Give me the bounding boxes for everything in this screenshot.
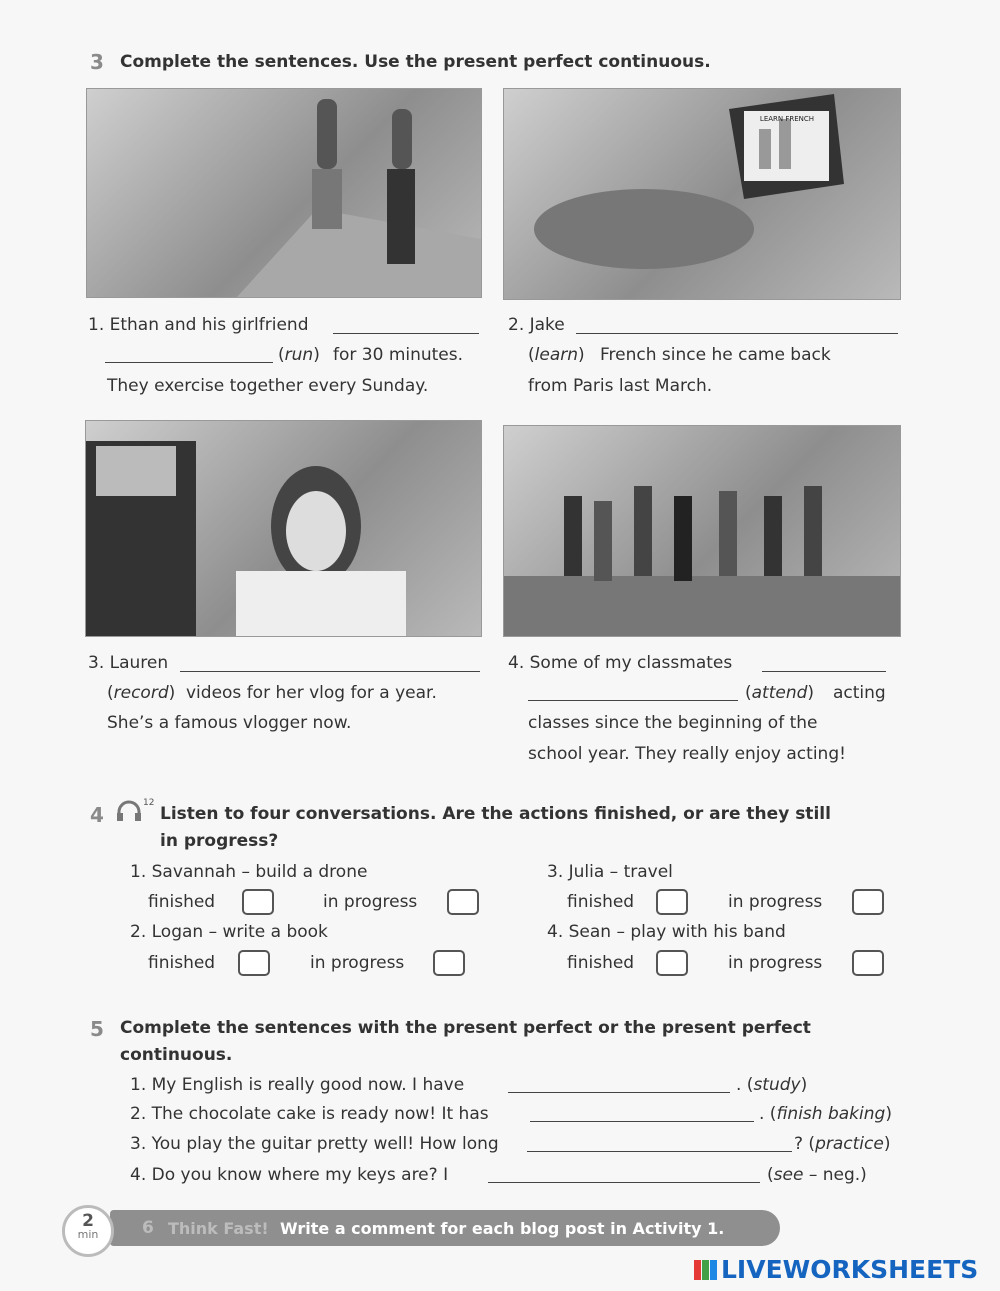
ex4-item1: 1. Savannah – build a drone [130,862,368,882]
classroom-photo [503,425,901,637]
ex5-item3-end: ? (practice) [794,1134,891,1154]
ex5-item2-end: . (finish baking) [759,1104,892,1124]
ex5-instruction-1: Complete the sentences with the present perfect or the present perfect [120,1018,811,1038]
ex3-item4-verb-text: attend [751,683,808,703]
ex5-item4-blank[interactable] [488,1164,760,1183]
ex3-instruction: Complete the sentences. Use the present perfect continuous. [120,52,711,72]
ex6-number: 6 [142,1218,154,1238]
headphones-icon [116,800,142,826]
laptop-screen-text: LEARN FRENCH [759,115,815,123]
ex3-item4-end2: school year. They really enjoy acting! [528,744,846,764]
ex3-item3-end: She’s a famous vlogger now. [107,713,352,733]
ex4-item3-finished: finished [567,892,635,912]
laptop-illustration [504,89,900,299]
ex4-item4: 4. Sean – play with his band [547,922,786,942]
ex5-item1-text: 1. My English is really good now. I have [130,1075,465,1095]
ex3-item1-start: 1. Ethan and his girlfriend [88,315,309,335]
ex3-item3-start: 3. Lauren [88,653,169,673]
ex3-item4-mid: acting [833,683,886,703]
ex4-item1-progress-checkbox[interactable] [447,889,479,915]
laptop-photo [503,88,901,300]
ex3-item3-blank[interactable] [180,653,480,672]
ex5-item4-suffix: – neg. [803,1165,861,1185]
ex5-item2-verb: finish baking [776,1104,886,1124]
ex4-number: 4 [90,803,104,827]
ex5-item3-end-mark: ? [794,1134,804,1154]
ex5-item2-end-mark: . [759,1104,765,1124]
ex6-text: Write a comment for each blog post in Activity 1. [280,1219,725,1238]
ex3-item1-end: They exercise together every Sunday. [107,376,429,396]
liveworksheets-brand[interactable]: LIVEWORKSHEETS [721,1255,979,1284]
timer-unit: min [77,1228,99,1241]
ex3-item2-mid: French since he came back [600,345,831,365]
ex4-item1-progress: in progress [323,892,418,912]
ex3-item1-blank-a[interactable] [333,315,479,334]
ex4-item4-progress-checkbox[interactable] [852,950,884,976]
vlogger-illustration [86,421,481,636]
ex3-number: 3 [90,50,104,74]
ex3-item1-mid: for 30 minutes. [333,345,464,365]
ex5-item3-blank[interactable] [527,1133,792,1152]
ex3-item1-verb: (run) [278,345,320,365]
ex4-item4-finished: finished [567,953,635,973]
ex4-item4-progress: in progress [728,953,823,973]
ex3-item4-blank-b[interactable] [528,682,738,701]
ex5-item1-end: . (study) [736,1075,808,1095]
timer-badge [62,1205,114,1257]
vlogger-photo [85,420,482,637]
ex4-item3: 3. Julia – travel [547,862,673,882]
ex5-item1-blank[interactable] [508,1074,730,1093]
ex6-label: Think Fast! [168,1219,269,1238]
liveworksheets-logo-icon [694,1258,718,1286]
ex4-instruction-1: Listen to four conversations. Are the actions finished, or are they still [160,804,831,824]
ex5-item3-verb: practice [815,1134,884,1154]
ex4-item2-progress-checkbox[interactable] [433,950,465,976]
ex4-item2: 2. Logan – write a book [130,922,328,942]
ex3-item4-verb: (attend) [745,683,815,703]
ex4-instruction-2: in progress? [160,831,279,851]
ex4-item3-finished-checkbox[interactable] [656,889,688,915]
ex5-item2-blank[interactable] [530,1103,754,1122]
ex4-item2-progress: in progress [310,953,405,973]
ex3-item2-verb-text: learn [534,345,579,365]
ex3-item1-verb-text: run [284,345,314,365]
ex4-item2-finished: finished [148,953,216,973]
runners-illustration [87,89,481,297]
ex3-item3-mid: videos for her vlog for a year. [186,683,437,703]
ex3-item4-end: classes since the beginning of the [528,713,818,733]
runners-photo [86,88,482,298]
ex3-item3-verb: (record) [107,683,176,703]
ex5-item1-end-mark: . [736,1075,742,1095]
ex5-item1-verb: study [753,1075,801,1095]
ex4-item4-finished-checkbox[interactable] [656,950,688,976]
ex3-item4-start: 4. Some of my classmates [508,653,733,673]
ex5-number: 5 [90,1017,104,1041]
ex3-item3-verb-text: record [113,683,169,703]
ex4-item3-progress-checkbox[interactable] [852,889,884,915]
ex5-item3-text: 3. You play the guitar pretty well! How long [130,1134,499,1154]
ex4-item2-finished-checkbox[interactable] [238,950,270,976]
ex5-item4-end: (see – neg.) [767,1165,867,1185]
ex3-item2-start: 2. Jake [508,315,565,335]
ex5-item4-verb: see [773,1165,804,1185]
ex3-item2-end: from Paris last March. [528,376,713,396]
ex5-instruction-2: continuous. [120,1045,233,1065]
ex3-item1-blank-b[interactable] [105,344,273,363]
ex5-item2-text: 2. The chocolate cake is ready now! It has [130,1104,489,1124]
ex3-item2-blank[interactable] [576,315,898,334]
ex4-item1-finished: finished [148,892,216,912]
classroom-illustration [504,426,900,636]
ex4-track: 12 [143,798,155,808]
ex3-item4-blank-a[interactable] [762,653,886,672]
ex5-item4-text: 4. Do you know where my keys are? I [130,1165,449,1185]
timer-value: 2 [82,1211,94,1231]
ex4-item3-progress: in progress [728,892,823,912]
ex3-item2-verb: (learn) [528,345,585,365]
ex4-item1-finished-checkbox[interactable] [242,889,274,915]
